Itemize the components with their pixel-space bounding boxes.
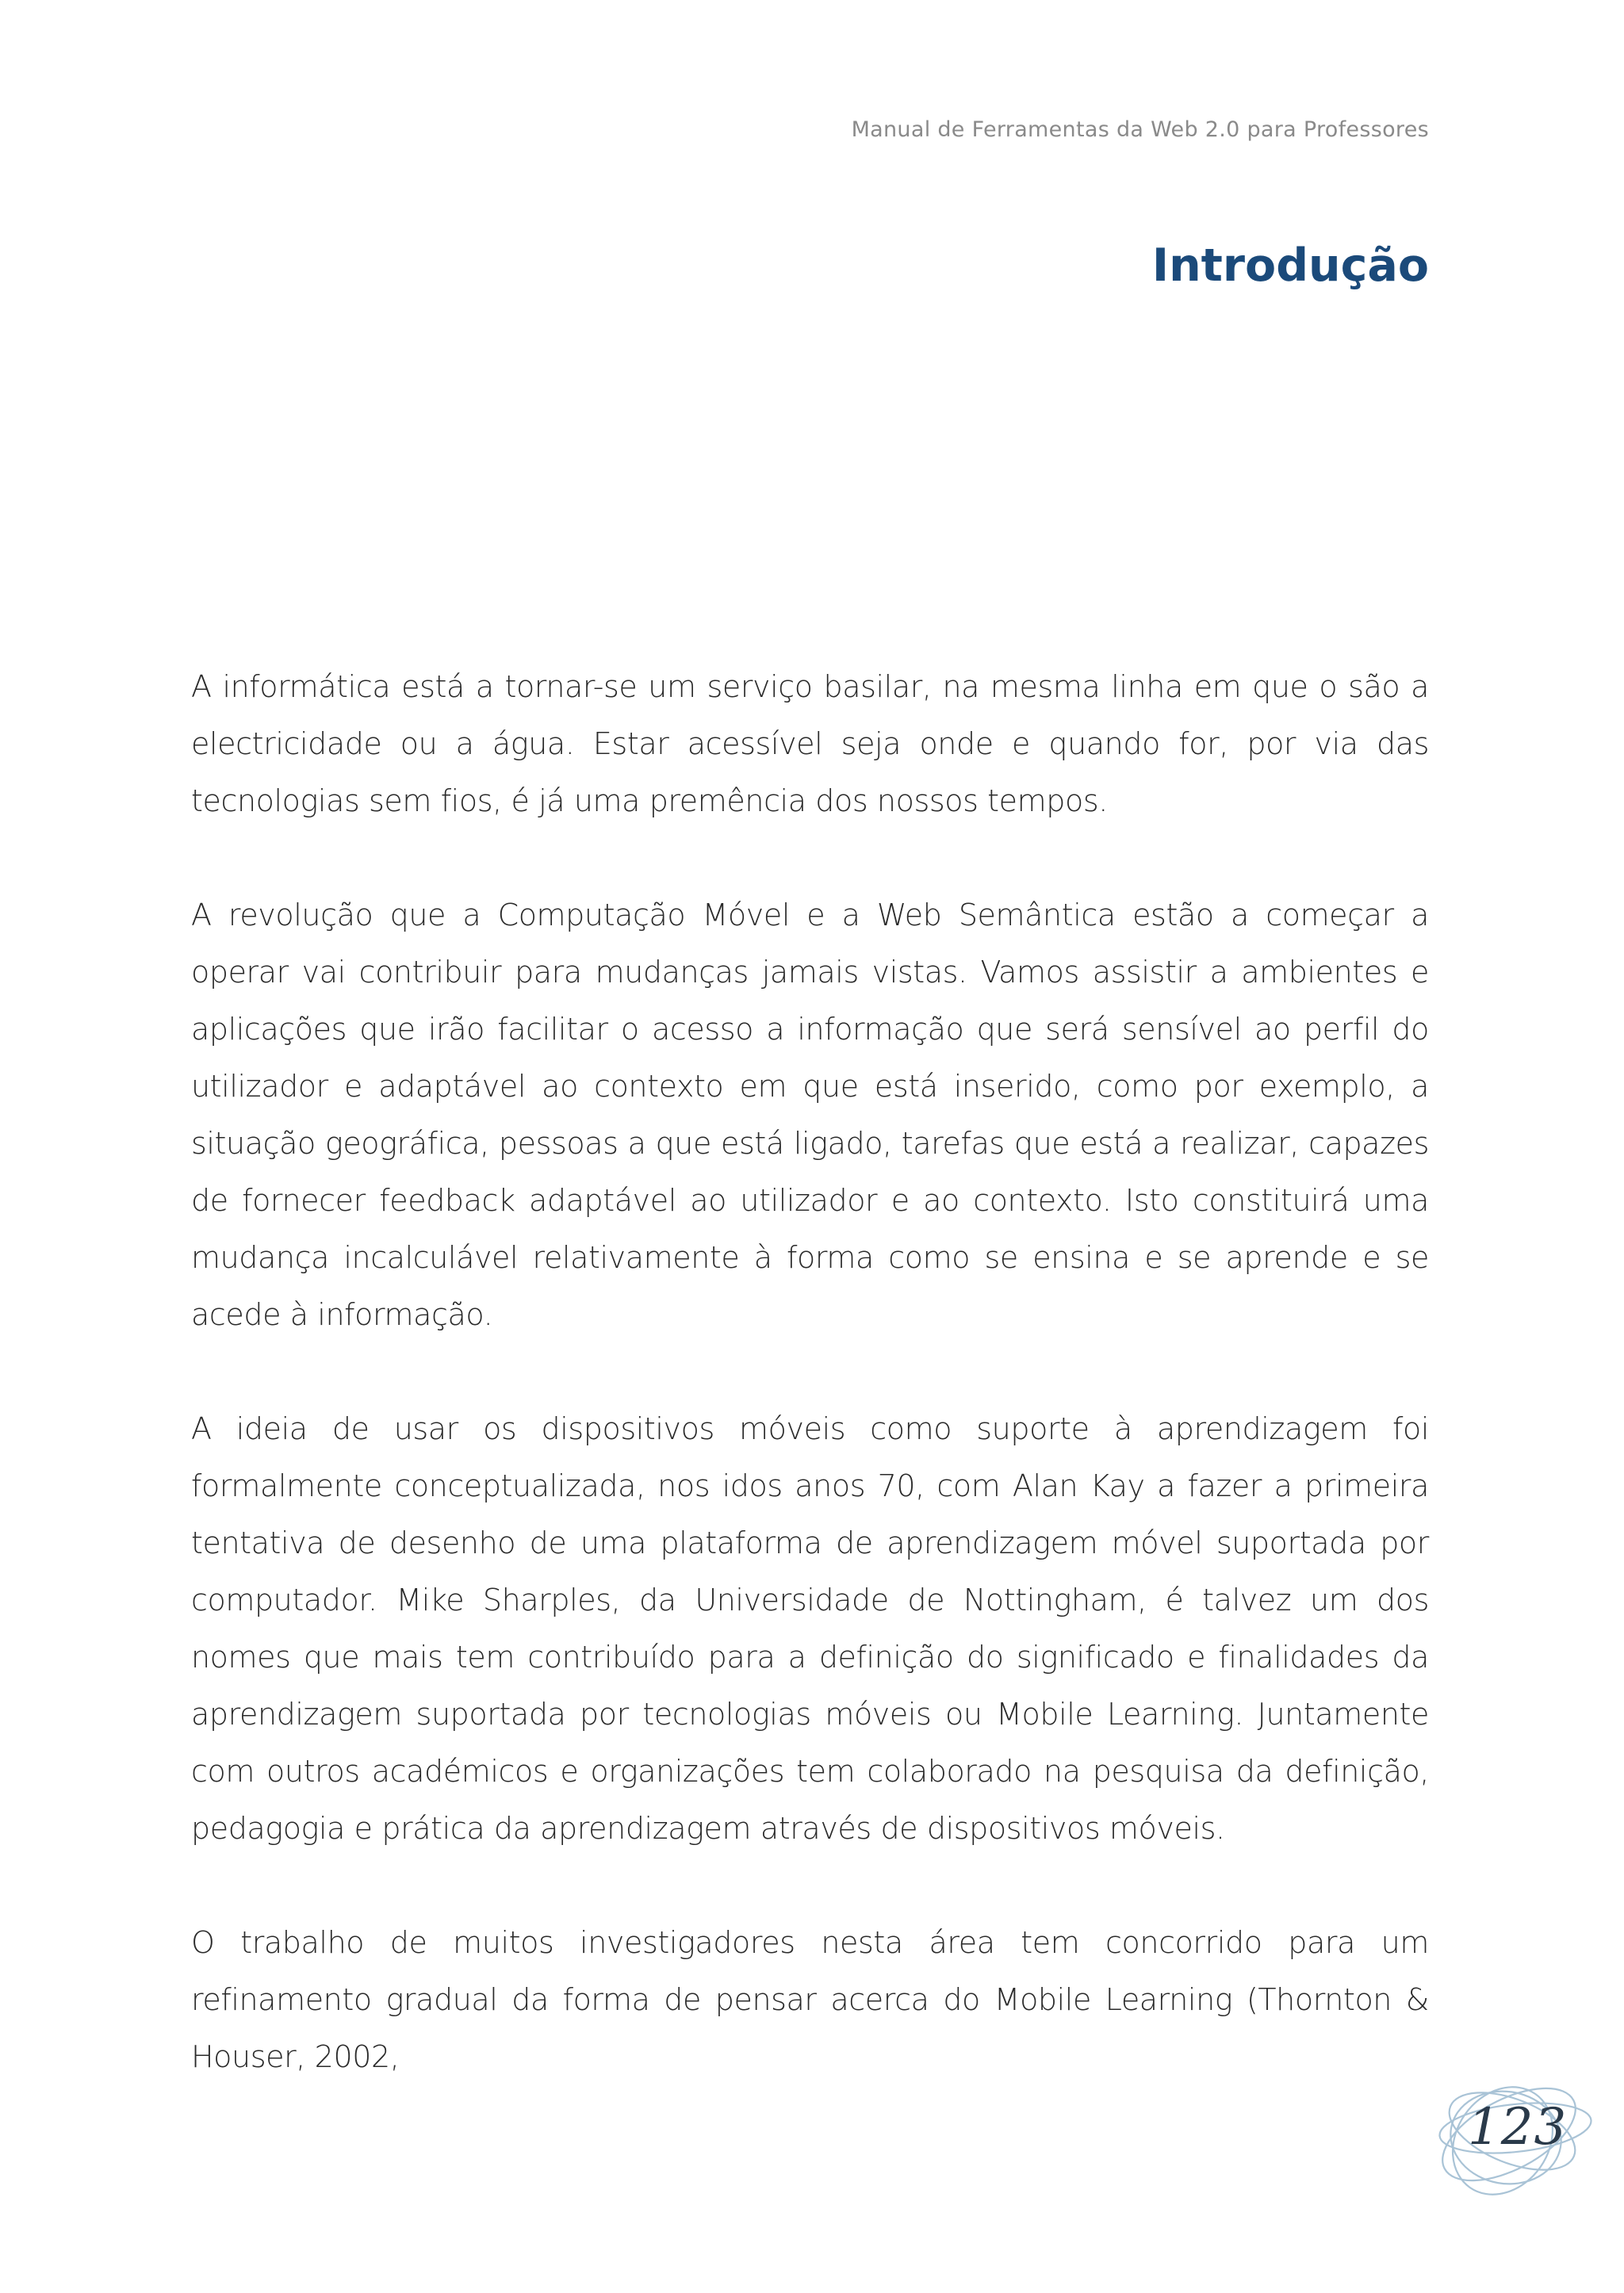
paragraph-3: A ideia de usar os dispositivos móveis como suporte à aprendizagem foi formalmente conceptualizada, nos idos anos 70, com Alan Kay a fazer a primeira tentativa de desenho de uma plataforma de aprendizagem móvel suportada por computador. Mike Sharples, da Universidade de Nottingham, é talvez um dos nomes que mais tem contribuído para a definição do significado e finalidades da aprendizagem suportada por tecnologias móveis ou Mobile Learning. Juntamente com outros académicos e organizações tem colaborado na pesquisa da definição, pedagogia e prática da aprendizagem através de dispositivos móveis.	[191, 1411, 1429, 1846]
paragraph-1: A informática está a tornar-se um serviço basilar, na mesma linha em que o são a electricidade ou a água. Estar acessível seja onde e quando for, por via das tecnologias sem fios, é já uma premência dos nossos tempos.	[191, 669, 1429, 818]
page-number: 123	[1468, 2098, 1568, 2157]
page-number-block	[1423, 2061, 1598, 2204]
body-text	[191, 658, 1429, 2142]
paragraph-2: A revolução que a Computação Móvel e a Web Semântica estão a começar a operar vai contribuir para mudanças jamais vistas. Vamos assistir a ambientes e aplicações que irão facilitar o acesso a informação que será sensível ao perfil do utilizador e adaptável ao contexto em que está inserido, como por exemplo, a situação geográfica, pessoas a que está ligado, tarefas que está a realizar, capazes de fornecer feedback adaptável ao utilizador e ao contexto. Isto constituirá uma mudança incalculável relativamente à forma como se ensina e se aprende e se acede à informação.	[191, 898, 1429, 1332]
running-header: Manual de Ferramentas da Web 2.0 para Professores	[851, 117, 1429, 142]
page-title: Introdução	[1151, 239, 1429, 292]
paragraph-4: O trabalho de muitos investigadores nesta área tem concorrido para um refinamento gradual da forma de pensar acerca do Mobile Learning (Thornton & Houser, 2002,	[191, 1925, 1429, 2074]
